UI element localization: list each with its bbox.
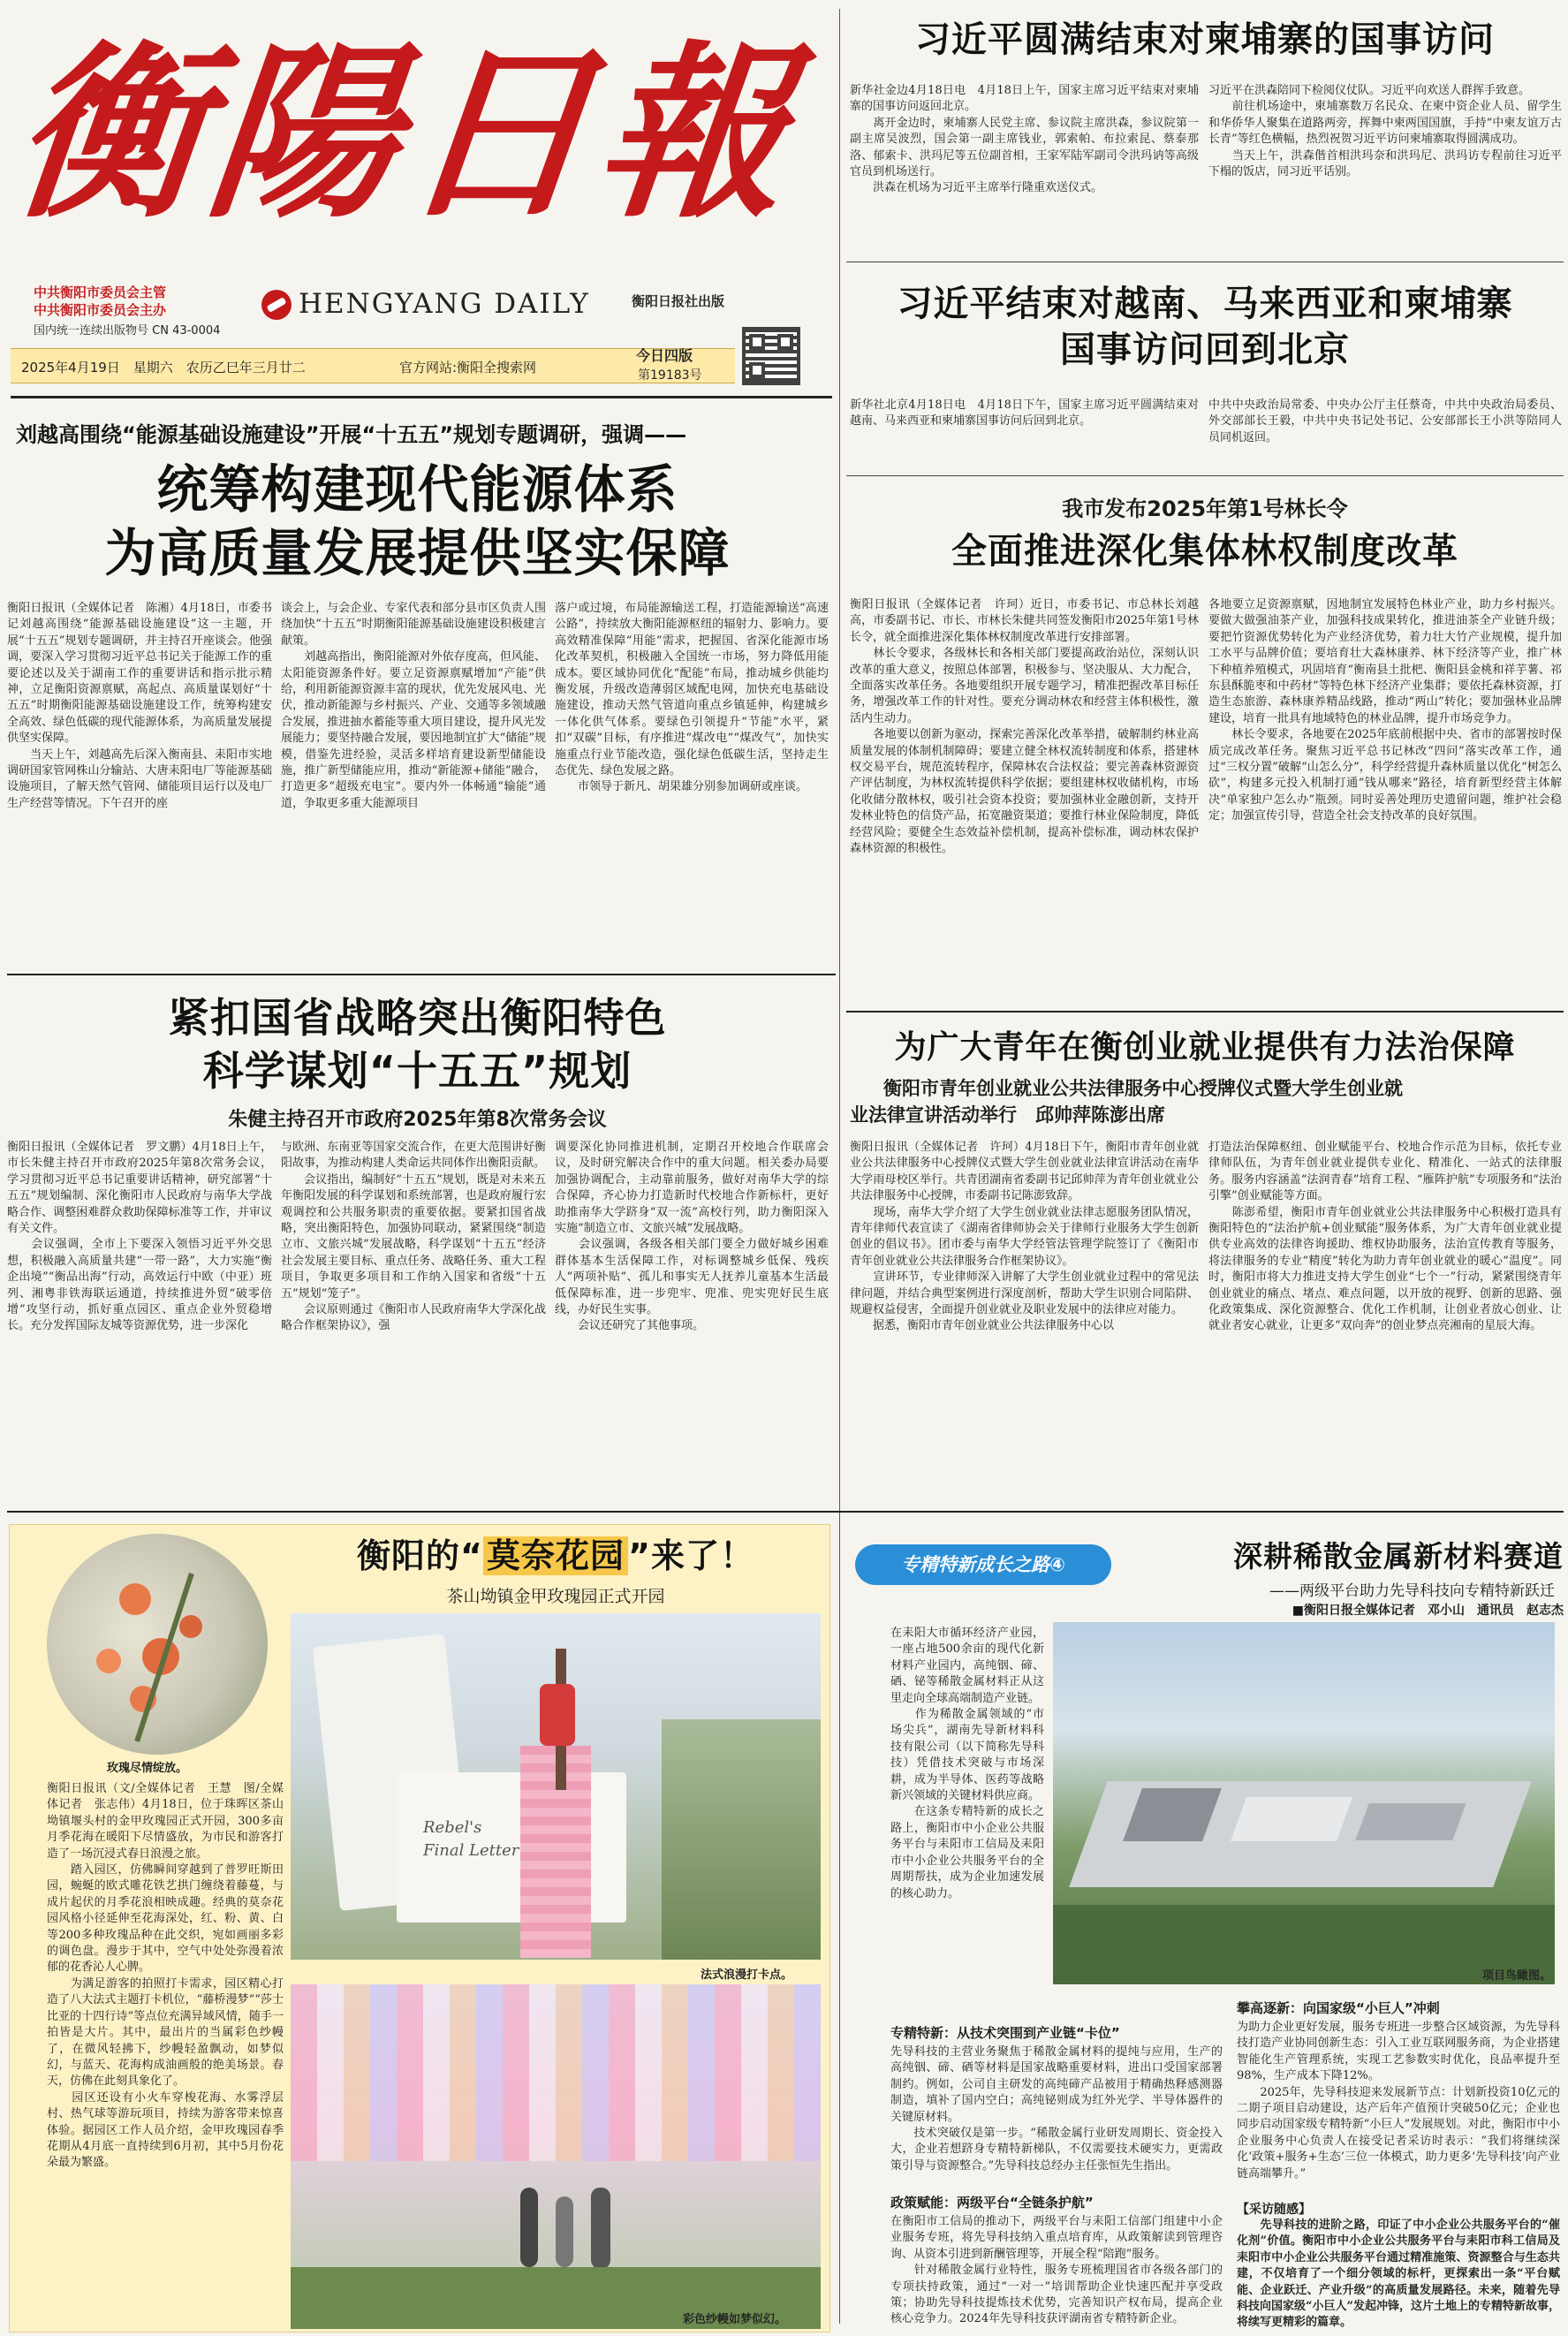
letter-line2: Final Letter <box>423 1841 519 1860</box>
org-sponsor: 中共衡阳市委员会主办 <box>34 302 167 318</box>
article6-col2: 打造法治保障枢纽、创业赋能平台、校地合作示范为目标，依托专业律师队伍，为青年创业就业提供专业化、精准化、一站式的法律服务。服务内容涵盖“法润青春”培育工程、“雁阵护航”专项服务和“法治引擎”创业赋能等方面。 陈澎希望，衡阳市青年创业就业公共法律服务中心积极打造具有衡阳特色的“法治护航+创业赋能”服务体系，为广大青年创业就业提供专业高效的法律咨询援助、维权协助服务，法治宣传教育等服务，将法律服务的专业“精度”转化为助力青年创业就业的暖心“温度”。同时，衡阳市将大力推进支持大学生创业“七个一”行动，紧紧围绕青年创业就业的痛点、堵点、难点问题，以开放的视野、创新的思路、强化政策集成、深化资源整合、优化工作机制，让创业者放心创业、让就业者安心就业，让更多“双向奔”的创业梦点亮湘南的星辰大海。 <box>1208 1141 1562 1333</box>
org-supervisor: 中共衡阳市委员会主管 <box>34 284 167 300</box>
masthead-title: 衡陽日報 <box>4 23 806 243</box>
article8-sub2: 政策赋能：两级平台“全链条护航” <box>890 2195 1094 2211</box>
article8-sub2-body: 在衡阳市工信局的推动下，两级平台与耒阳工信部门组建中小企业服务专班，将先导科技纳入重点培育库，从政策解读到管理咨询、从资本引进到新酬管理等，开展全程“陪跑”服务。 针对稀散金属行业特性，服务专班梳理国省市各级各部门的专项扶持政策，通过“一对一”培训帮助企业快速匹配并享受政策；协助先导科技提炼技术优势，完善知识产权布局，提高企业核心竞争力。2024年先导科技获评湖南省专精特新企业。 <box>890 2215 1223 2326</box>
article6-subtitle-line2: 业法律宣讲活动举行 邱帅萍陈澎出席 <box>850 1104 1165 1126</box>
article1-title-line2: 为高质量发展提供坚实保障 <box>104 523 731 583</box>
caption-aerial: 项目鸟瞰图。 <box>1482 1969 1552 1983</box>
article2-title: 习近平圆满结束对柬埔寨的国事访问 <box>915 19 1495 60</box>
article2-col2: 习近平在洪森陪同下检阅仪仗队。习近平向欢送人群挥手致意。 前往机场途中，柬埔寨数万名民众、在柬中资企业人员、留学生和华侨华人聚集在道路两旁，挥舞中柬两国国旗，手持“中柬友谊万古长青”等红色横幅，热烈祝贺习近平访问柬埔寨取得圆满成功。 当天上午，洪森偕首相洪玛奈和洪玛尼、洪玛访专程前往习近平下榻的饭店，同习近平话别。 <box>1208 84 1562 179</box>
article7-title <box>291 1534 821 1578</box>
article8-sub1-body: 先导科技的主营业务聚焦于稀散金属材料的提纯与应用，生产的高纯铟、碲、硒等材料是国家战略重要材料，进出口受国家部署制约。例如，公司自主研发的高纯碲产品被用于精确热释感测器制造，填补了国内空白；高纯铋则成为红外光学、半导体器件的关键原材料。 技术突破仅是第一步。“稀散金属行业研发周期长、资金投入大，企业若想跻身专精特新梯队，不仅需要技术硬实力，更需政策引导与资源整合。”先导科技总经办主任张恒先生指出。 <box>890 2045 1223 2173</box>
article3-col2: 中共中央政治局常委、中央办公厅主任蔡奇，中共中央政治局委员、外交部部长王毅，中共中央书记处书记、公安部部长王小洪等陪同人员同机返回。 <box>1208 398 1562 444</box>
caption-france: 法式浪漫打卡点。 <box>701 1968 793 1982</box>
article4-col2: 各地要立足资源禀赋，因地制宜发展特色林业产业，助力乡村振兴。要做大做强油茶产业，加强科技成果转化，推进油茶全产业链升级；要把竹资源优势转化为产业经济优势，着力壮大竹产业规模，提升加工水平与品牌价值；要培育壮大森林康养、林下经济等产业，推广林下种植养殖模式，巩固培育“衡南县土批杷、衡阳县金桃和祥芋薯、祁东县酥脆枣和中药材”等特色林下经济产业集群；要依托森林资源，打造生态旅游、森林康养精品线路，推动“两山”转化；要加强林业品牌建设，培育一批具有地域特色的林业品牌，提升市场竞争力。 林长令要求，各地要在2025年底前根据中央、省市的部署按时保质完成改革任务。聚焦习近平总书记林改“四问”落实改革工作，通过“三权分置”破解“山怎么分”，科学经营提升森林质量以优化“树怎么砍”，构建多元投入机制打通“钱从哪来”路径，培育新型经营主体解决“单家独户怎么办”瓶颈。同时妥善处理历史遗留问题，维护社会稳定；加强宣传引导，营造全社会支持改革的良好氛围。 <box>1208 598 1562 823</box>
article1-kicker: 刘越高围绕“能源基础设施建设”开展“十五五”规划专题调研，强调—— <box>16 422 687 447</box>
article3-col1: 新华社北京4月18日电 4月18日下午，国家主席习近平圆满结束对越南、马来西亚和柬埔寨国事访问后回到北京。 <box>850 398 1199 429</box>
article5-col1: 衡阳日报讯（全媒体记者 罗文鹏）4月18日上午，市长朱健主持召开市政府2025年第8次常务会议，学习贯彻习近平总书记重要讲话精神，研究部署“十五五”规划编制、深化衡阳市人民政府与南华大学战略合作、调整困难群众救助保障标准等工作，并审议有关文件。 会议强调，全市上下要深入领悟习近平外交思想，积极融入高质量共建“一带一路”，大力实施“衡企出境”“衡品出海”行动，高效运行中欧（中亚）班列、湘粤非铁海联运通道，持续推进外贸“破零倍增”攻坚行动，抓好重点园区、重点企业外贸稳增长。充分发挥国际友城等资源优势，进一步深化 <box>7 1141 272 1333</box>
article7-title-highlight: 莫奈花园 <box>483 1536 628 1575</box>
article8-sub3-body: 为助力企业更好发展，服务专班进一步整合区域资源，为先导科技打造产业协同创新生态：引入工业互联网服务商，为企业搭建智能化生产管理系统，实现工艺参数实时优化，良品率提升至98%，生产成本下降12%。 2025年，先导科技迎来发展新节点：计划新投资10亿元的二期子项目启动建设，达产后年产值预计突破50亿元；企业也同步启动国家级专精特新“小巨人”发展规划。对此，衡阳市中小企业服务中心负责人在接受记者采访时表示：“我们将继续深化‘政策+服务+生态’三位一体模式，助力更多‘先导科技’向产业链高端攀升。” <box>1237 2021 1560 2181</box>
article1-title-line1: 统筹构建现代能源体系 <box>156 459 678 520</box>
note-title: 【采访随感】 <box>1237 2203 1311 2217</box>
letter-line1: Rebel's <box>423 1818 482 1837</box>
publisher: 衡阳日报社出版 <box>632 293 725 309</box>
article7-body: 衡阳日报讯（文/全媒体记者 王慧 图/全媒体记者 张志伟）4月18日，位于珠晖区茶山坳镇堰头村的金甲玫瑰园正式开园，300多亩月季花海在暖阳下尽情盛放，为市民和游客打造了一场沉浸式春日浪漫之旅。 踏入园区，仿佛瞬间穿越到了普罗旺斯田园，蜿蜒的欧式雕花铁艺拱门缠绕着藤蔓，与成片起伏的月季花浪相映成趣。经典的莫奈花园风格小径延伸至花海深处，红、粉、黄、白等200多种玫瑰品种在此交织，宛如画丽多彩的调色盘。漫步于其中，空气中处处弥漫着浓郁的花香沁人心脾。 为满足游客的拍照打卡需求，园区精心打造了八大法式主题打卡机位，“藤桥漫梦”“莎士比亚的十四行诗”等点位充满异域风情，随手一拍皆是大片。其中，最出片的当属彩色纱幔了，在微风轻拂下，纱幔轻盈飘动，如梦似幻，与蓝天、花海构成油画般的绝美场景。春天，仿佛在此刻具象化了。 园区还设有小火车穿梭花海、水雾浮层村、热气球等游玩项目，持续为游客带来惊喜体验。据园区工作人员介绍，金甲玫瑰园春季花期从4月底一直持续到6月初，其中5月份花朵最为繁盛。 <box>47 1782 284 2170</box>
article4-kicker: 我市发布2025年第1号林长令 <box>1062 497 1348 521</box>
daily-logo-icon <box>261 290 292 320</box>
article7-title-pre: 衡阳的“ <box>357 1536 483 1575</box>
photo-france-spot <box>291 1613 821 1960</box>
article8-byline: ■衡阳日报全媒体记者 邓小山 通讯员 赵志杰 <box>1292 1604 1564 1618</box>
article7-title-post: ”来了！ <box>628 1536 754 1575</box>
brand-en: HENGYANG DAILY <box>299 288 590 320</box>
website: 官方网站:衡阳全搜索网 <box>399 360 537 375</box>
article4-col1: 衡阳日报讯（全媒体记者 许珂）近日，市委书记、市总林长刘越高，市委副书记、市长、市林长朱健共同签发衡阳市2025年第1号林长令，就全面推进深化集体林权制度改革进行安排部署。 林长令要求，各级林长和各相关部门要提高政治站位，深刻认识改革的重大意义，按照总体部署，积极参与、坚决服从、大力配合，全面落实改革任务。各地要组织开展专题学习，精准把握改革目标任务，增强改革工作的针对性。要充分调动林农和经营主体积极性，激活内生动力。 各地要以创新为驱动，探索完善深化改革举措，破解制约林业高质量发展的体制机制障碍；要建立健全林权流转制度和体系，搭建林权交易平台，规范流转程序，保障林农合法权益；要完善森林资源资产评估制度，为林权流转提供科学依据；要组建林权收储机构，市场化收储分散林权，吸引社会资本投资；要加强林业金融创新，支持开发林业特色的信贷产品，拓宽融资渠道；要推行林业保险制度，降低经营风险；要健全生态效益补偿机制，提高补偿标准，调动林农保护森林资源的积极性。 <box>850 598 1199 856</box>
article8-title: 深耕稀散金属新材料赛道 <box>1233 1539 1564 1574</box>
article8-sub1: 专精特新：从技术突围到产业链“卡位” <box>890 2025 1120 2041</box>
column-badge: 专精特新成长之路④ <box>855 1544 1111 1585</box>
caption-gauze: 彩色纱幔如梦似幻。 <box>683 2313 787 2326</box>
project-aerial-photo <box>1053 1622 1555 1984</box>
caption-roses: 玫瑰尽情绽放。 <box>107 1762 188 1775</box>
article5-col2: 与欧洲、东南亚等国家交流合作，在更大范围讲好衡阳故事，为推动构建人类命运共同体作出衡阳贡献。 会议指出，编制好“十五五”规划，既是对未来五年衡阳发展的科学谋划和系统部署，也是政府履行宏观调控和公共服务职责的重要依据。要紧扣国省战略，突出衡阳特色，加强协同联动，紧紧围绕“制造立市、文旅兴城”发展战略，科学谋划“十五五”经济社会发展主要目标、重点任务、战略任务、重大工程项目，争取更多项目和工作纳入国家和省级“十五五”规划“笼子”。 会议原则通过《衡阳市人民政府南华大学深化战略合作框架协议》，强 <box>281 1141 546 1333</box>
article-rose-garden <box>9 1524 830 2332</box>
masthead <box>0 0 835 411</box>
issue-number: 第19183号 <box>638 368 702 383</box>
article7-subtitle: 茶山坳镇金甲玫瑰园正式开园 <box>446 1587 665 1606</box>
article5-title-line1: 紧扣国省战略突出衡阳特色 <box>168 994 667 1042</box>
article1-col3: 落户或过境，布局能源输送工程，打造能源输送“高速公路”，持续放大衡阳能源枢纽的辐射力、影响力。要高效精准保障“用能”需求，把握国、省深化能源市场化改革契机，积极融入全国统一市场，努力降低用能成本。要区域协同优化“配能”布局，推动城乡供能均衡发展，升级改造薄弱区域配电网，加快充电基础设施建设，推动天然气管道向重点乡镇延伸，构建城乡一体化供气体系。要绿色引领提升“节能”水平，紧扣“双碳”目标，有序推进“煤改电”“煤改气”，加快实施重点行业节能改造，强化绿色低碳生活，坚持走生态优先、绿色发展之路。 市领导于新凡、胡果雄分别参加调研或座谈。 <box>555 602 829 794</box>
article2-col1: 新华社金边4月18日电 4月18日上午，国家主席习近平结束对柬埔寨的国事访问返回北京。 离开金边时，柬埔寨人民党主席、参议院主席洪森，参议院第一副主席吴波烈，国会第一副主席钱业，郭索帕、布拉索昆、蔡泰那洛、郁索卡、洪玛尼等五位副首相，王家军陆军副司令洪玛讷等高级官员到机场送行。 洪森在机场为习近平主席举行隆重欢送仪式。 <box>850 84 1199 195</box>
article1-col2: 谈会上，与会企业、专家代表和部分县市区负责人围绕加快“十五五”时期衡阳能源基础设施建设积极建言献策。 刘越高指出，衡阳能源对外依存度高，但风能、太阳能资源条件好。要立足资源禀赋增加“产能”供给，利用新能源资源丰富的现状，优先发展风电、光伏，推动新能源与乡村振兴、产业、交通等多领域融合发展，推进抽水蓄能等重大项目建设，提升风光发展能力；要坚持融合发展，要因地制宜扩大“储能”规模，借鉴先进经验，灵活多样培育建设新型储能设施，推广新型储能应用，推动“新能源+储能”融合，打造更多“超级充电宝”。要内外一体畅通“输能”通道，争取更多重大能源项目 <box>281 602 546 810</box>
article3-title-line1: 习近平结束对越南、马来西亚和柬埔寨 <box>897 284 1513 324</box>
article5-title-line2: 科学谋划“十五五”规划 <box>202 1047 633 1095</box>
photo-gauze <box>291 1984 821 2329</box>
article6-title: 为广大青年在衡创业就业提供有力法治保障 <box>894 1029 1516 1066</box>
article3-title-line2: 国事访问回到北京 <box>1060 330 1350 370</box>
article4-title: 全面推进深化集体林权制度改革 <box>951 531 1458 572</box>
note-body: 先导科技的进阶之路，印证了中小企业公共服务平台的“催化剂”价值。衡阳市中小企业公共服务平台与耒阳市科工信局及耒阳市中小企业公共服务平台通过精准施策、资源整合与生态共建，不仅培育了一个细分领域的标杆，更探索出一条“平台赋能、企业跃迁、产业升级”的高质量发展路径。未来，随着先导科技向国家级“小巨人”发起冲锋，这片土地上的专精特新故事，将续写更精彩的篇章。 <box>1237 2218 1560 2330</box>
article1-col1: 衡阳日报讯（全媒体记者 陈湘）4月18日，市委书记刘越高围绕“能源基础设施建设”这一主题，开展“十五五”规划专题调研，并主持召开座谈会。他强调，要深入学习贯彻习近平总书记关于能源工作的重要论述以及关于湖南工作的重要讲话和指示批示精神，立足衡阳资源禀赋，高起点、高质量谋划好“十五五”时期衡阳能源基础设施建设工作，统筹构建安全高效、绿色低碳的现代能源体系，为高质量发展提供坚实保障。 当天上午，刘越高先后深入衡南县、耒阳市实地调研国家管网株山分输站、大唐耒阳电厂等能源基础设施项目，了解天然气管网、储能项目运行以及电厂生产经营等情况。下午召开的座 <box>7 602 272 810</box>
article6-col1: 衡阳日报讯（全媒体记者 许珂）4月18日下午，衡阳市青年创业就业公共法律服务中心授牌仪式暨大学生创业就业法律宣讲活动在南华大学雨母校区举行。共青团湖南省委副书记邱帅萍为青年创业就业公共法律服务中心授牌，市委副书记陈澎致辞。 现场，南华大学介绍了大学生创业就业法律志愿服务团队情况，青年律师代表宣读了《湖南省律师协会关于律师行业服务大学生创新创业的倡议书》。团市委与南华大学经管法管理学院签订了《衡阳市青年创业就业公共法律服务合作框架协议》。 宣讲环节，专业律师深入讲解了大学生创业就业过程中的常见法律问题，并结合典型案例进行深度剖析，帮助大学生识别合同陷阱、规避权益侵害，全面提升创业就业及职业发展中的法律应对能力。 据悉，衡阳市青年创业就业公共法律服务中心以 <box>850 1141 1199 1333</box>
article5-subtitle: 朱健主持召开市政府2025年第8次常务会议 <box>228 1109 607 1131</box>
article6-subtitle-line1: 衡阳市青年创业就业公共法律服务中心授牌仪式暨大学生创业就 <box>883 1078 1403 1099</box>
article8-subtitle: ——两级平台助力先导科技向专精特新跃迁 <box>1269 1582 1555 1600</box>
article8-intro: 在耒阳大市循环经济产业园，一座占地500余亩的现代化新材料产业园内，高纯铟、碲、硒、铋等稀散金属材料正从这里走向全球高端制造产业链。 作为稀散金属领域的“市场尖兵”，湖南先导新材料科技有限公司（以下简称先导科技）凭借技术突破与市场深耕，成为半导体、医药等战略新兴领域的关键材料供应商。 在这条专精特新的成长之路上，衡阳市中小企业公共服务平台与耒阳市工信局及耒阳市中小企业公共服务平台的全周期帮扶，成为企业加速发展的核心助力。 <box>890 1627 1044 1900</box>
cn-number: 国内统一连续出版物号 CN 43-0004 <box>34 324 221 338</box>
rose-photo <box>47 1534 268 1755</box>
article8-sub3: 攀高逐新：向国家级“小巨人”冲刺 <box>1237 2000 1440 2016</box>
date-line: 2025年4月19日 星期六 农历乙巳年三月廿二 <box>21 360 306 375</box>
qr-code-icon <box>742 327 800 385</box>
article5-col3: 调要深化协同推进机制，定期召开校地合作联席会议，及时研究解决合作中的重大问题。相关委办局要加强协调配合，主动靠前服务，做好对南华大学的综合保障，齐心协力打造新时代校地合作新标杆，更好助推南华大学跻身“双一流”高校行列，助力衡阳深入实施“制造立市、文旅兴城”发展战略。 会议强调，各级各相关部门要全力做好城乡困难群体基本生活保障工作，对标调整城乡低保、残疾人“两项补贴”、孤儿和事实无人抚养儿童基本生活最低保障标准，进一步兜牢、兜准、兜实兜好民生底线，办好民生实事。 会议还研究了其他事项。 <box>555 1141 829 1333</box>
edition: 今日四版 <box>636 347 693 364</box>
